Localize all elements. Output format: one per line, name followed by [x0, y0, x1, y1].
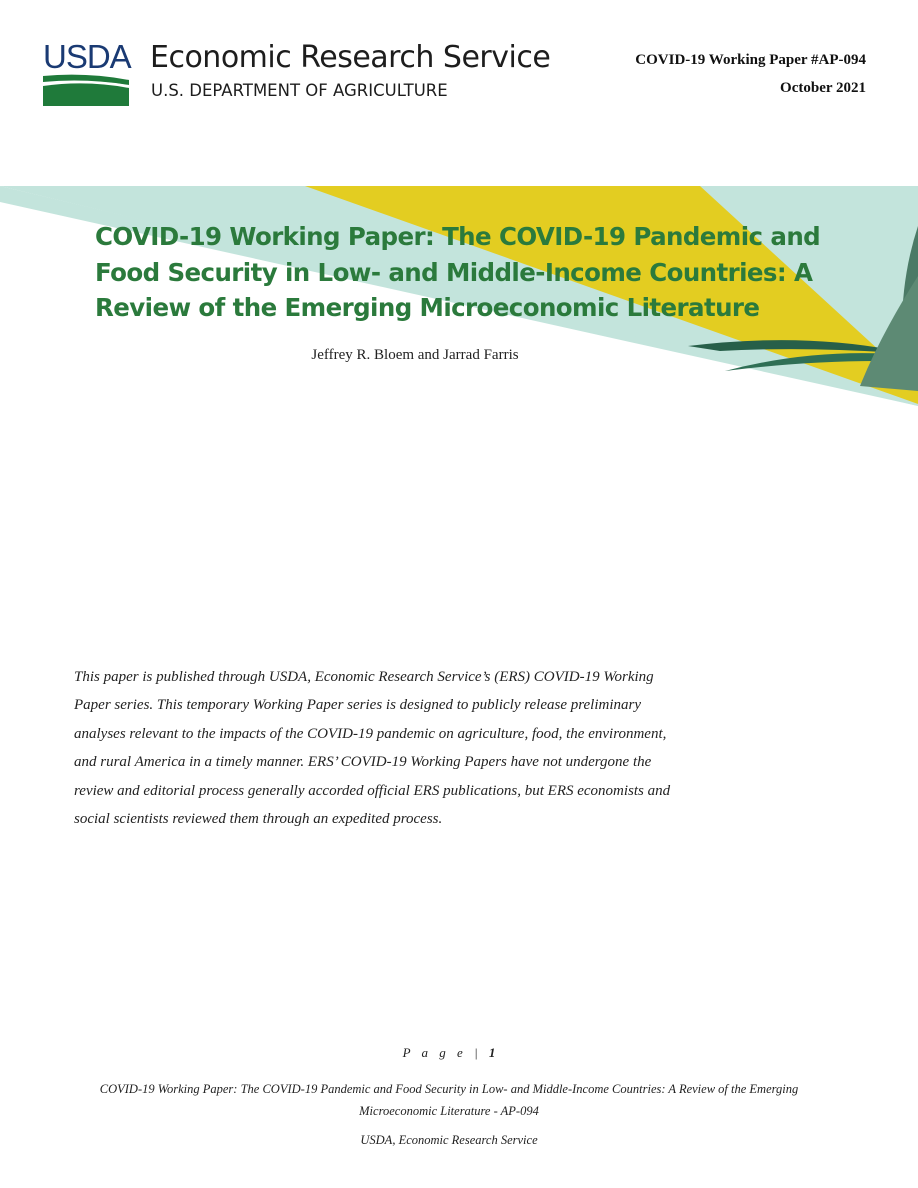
footer-title-line: COVID-19 Working Paper: The COVID-19 Pandemic and Food Security in Low- and Middle-Income Countries: A Review of the Emerging [99, 1082, 799, 1096]
footer-organization: USDA, Economic Research Service [360, 1133, 538, 1147]
footer-title [0, 1078, 898, 1122]
authors: Jeffrey R. Bloem and Jarrad Farris [311, 347, 519, 363]
usda-logo-field-icon [43, 74, 129, 106]
page-label: P a g e | [402, 1045, 482, 1060]
usda-logo [43, 38, 131, 106]
title-line: Food Security in Low- and Middle-Income Countries: A [95, 257, 813, 287]
disclaimer-line: analyses relevant to the impacts of the COVID-19 pandemic on agriculture, food, the environment, [74, 725, 667, 742]
title-line: COVID-19 Working Paper: The COVID-19 Pandemic and [95, 222, 821, 251]
usda-logo-text: USDA [43, 38, 131, 75]
department-name: U.S. DEPARTMENT OF AGRICULTURE [151, 81, 448, 100]
disclaimer-line: and rural America in a timely manner. ERS’ COVID-19 Working Papers have not undergone the [74, 754, 652, 771]
disclaimer-line: This paper is published through USDA, Economic Research Service’s (ERS) COVID-19 Working [74, 669, 654, 685]
agency-name: Economic Research Service [150, 40, 551, 75]
document-title [95, 219, 825, 326]
disclaimer-line: review and editorial process generally accorded official ERS publications, but ERS economists and [74, 782, 671, 799]
disclaimer-paragraph [74, 663, 774, 833]
page-number [0, 1045, 898, 1061]
page-number-value: 1 [488, 1045, 496, 1060]
paper-id: COVID-19 Working Paper #AP-094 [635, 52, 866, 68]
disclaimer-line: Paper series. This temporary Working Paper series is designed to publicly release preliminary [74, 697, 642, 714]
disclaimer-line: social scientists reviewed them through an expedited process. [74, 811, 443, 828]
title-line: Review of the Emerging Microeconomic Literature [95, 293, 760, 322]
footer-title-line: Microeconomic Literature - AP-094 [359, 1104, 539, 1118]
paper-date: October 2021 [780, 80, 866, 96]
